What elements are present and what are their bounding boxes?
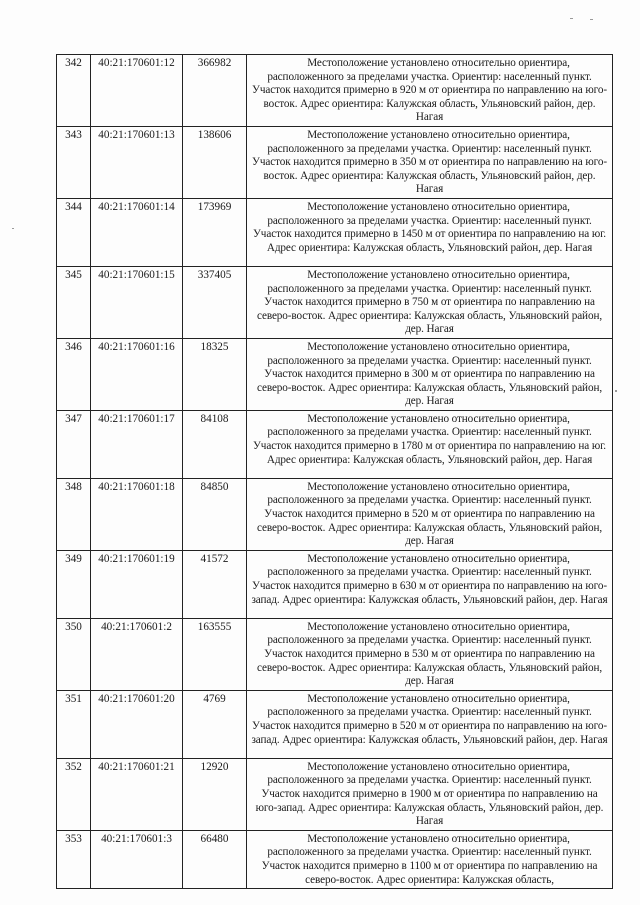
location-description: Местоположение установлено относительно ориентира, расположенного за пределами участка. Ориентир: населенный пункт. Участок находится примерно в 1450 м от ориентира по направлению на юг. Адрес ориентира: Калужская область, Ульяновский район, дер. Нагая xyxy=(247,198,613,266)
location-description: Местоположение установлено относительно ориентира, расположенного за пределами участка. Ориентир: населенный пункт. Участок находится примерно в 630 м от ориентира по направлению на юго-запад. Адрес ориентира: Калужская область, Ульяновский район, дер. Нагая xyxy=(247,550,613,618)
scan-speck xyxy=(12,228,14,229)
location-description: Местоположение установлено относительно ориентира, расположенного за пределами участка. Ориентир: населенный пункт. Участок находится примерно в 520 м от ориентира по направлению на северо-восток. Адрес ориентира: Калужская область, Ульяновский район, дер. Нагая xyxy=(247,478,613,550)
location-description: Местоположение установлено относительно ориентира, расположенного за пределами участка. Ориентир: населенный пункт. Участок находится примерно в 520 м от ориентира по направлению на юго-запад. Адрес ориентира: Калужская область, Ульяновский район, дер. Нагая xyxy=(247,690,613,758)
row-number: 351 xyxy=(57,690,91,758)
plot-area: 173969 xyxy=(183,198,247,266)
location-description: Местоположение установлено относительно ориентира, расположенного за пределами участка. Ориентир: населенный пункт. Участок находится примерно в 300 м от ориентира по направлению на северо-восток. Адрес ориентира: Калужская область, Ульяновский район, дер. Нагая xyxy=(247,338,613,410)
row-number: 343 xyxy=(57,126,91,198)
location-description: Местоположение установлено относительно ориентира, расположенного за пределами участка. Ориентир: населенный пункт. Участок находится примерно в 1780 м от ориентира по направлению на юг. Адрес ориентира: Калужская область, Ульяновский район, дер. Нагая xyxy=(247,410,613,478)
row-number: 345 xyxy=(57,266,91,338)
plot-area: 41572 xyxy=(183,550,247,618)
scan-speck xyxy=(590,19,593,20)
table-row xyxy=(57,550,613,618)
cadastral-number: 40:21:170601:3 xyxy=(91,830,183,888)
table-row xyxy=(57,478,613,550)
row-number: 353 xyxy=(57,830,91,888)
cadastral-number: 40:21:170601:14 xyxy=(91,198,183,266)
row-number: 350 xyxy=(57,618,91,690)
table-row xyxy=(57,410,613,478)
scan-speck xyxy=(570,18,573,19)
location-description: Местоположение установлено относительно ориентира, расположенного за пределами участка. Ориентир: населенный пункт. Участок находится примерно в 920 м от ориентира по направлению на юго-восток. Адрес ориентира: Калужская область, Ульяновский район, дер. Нагая xyxy=(247,55,613,127)
table-row xyxy=(57,338,613,410)
cadastral-number: 40:21:170601:17 xyxy=(91,410,183,478)
plot-area: 84850 xyxy=(183,478,247,550)
table-row xyxy=(57,758,613,830)
plot-area: 163555 xyxy=(183,618,247,690)
table-row xyxy=(57,198,613,266)
land-plots-table xyxy=(56,54,613,889)
location-description: Местоположение установлено относительно ориентира, расположенного за пределами участка. Ориентир: населенный пункт. Участок находится примерно в 1100 м от ориентира по направлению на северо-восток. Адрес ориентира: Калужская область, xyxy=(247,830,613,888)
plot-area: 66480 xyxy=(183,830,247,888)
row-number: 342 xyxy=(57,55,91,127)
plot-area: 138606 xyxy=(183,126,247,198)
table-row xyxy=(57,126,613,198)
cadastral-number: 40:21:170601:16 xyxy=(91,338,183,410)
location-description: Местоположение установлено относительно ориентира, расположенного за пределами участка. Ориентир: населенный пункт. Участок находится примерно в 530 м от ориентира по направлению на северо-восток. Адрес ориентира: Калужская область, Ульяновский район, дер. Нагая xyxy=(247,618,613,690)
plot-area: 18325 xyxy=(183,338,247,410)
plot-area: 12920 xyxy=(183,758,247,830)
cadastral-number: 40:21:170601:19 xyxy=(91,550,183,618)
row-number: 349 xyxy=(57,550,91,618)
table-row xyxy=(57,690,613,758)
location-description: Местоположение установлено относительно ориентира, расположенного за пределами участка. Ориентир: населенный пункт. Участок находится примерно в 750 м от ориентира по направлению на северо-восток. Адрес ориентира: Калужская область, Ульяновский район, дер. Нагая xyxy=(247,266,613,338)
cadastral-number: 40:21:170601:13 xyxy=(91,126,183,198)
cadastral-number: 40:21:170601:18 xyxy=(91,478,183,550)
location-description: Местоположение установлено относительно ориентира, расположенного за пределами участка. Ориентир: населенный пункт. Участок находится примерно в 1900 м от ориентира по направлению на юго-запад. Адрес ориентира: Калужская область, Ульяновский район, дер. Нагая xyxy=(247,758,613,830)
cadastral-number: 40:21:170601:12 xyxy=(91,55,183,127)
location-description: Местоположение установлено относительно ориентира, расположенного за пределами участка. Ориентир: населенный пункт. Участок находится примерно в 350 м от ориентира по направлению на юго-восток. Адрес ориентира: Калужская область, Ульяновский район, дер. Нагая xyxy=(247,126,613,198)
scan-speck xyxy=(615,390,617,392)
plot-area: 4769 xyxy=(183,690,247,758)
plot-area: 366982 xyxy=(183,55,247,127)
row-number: 347 xyxy=(57,410,91,478)
cadastral-number: 40:21:170601:21 xyxy=(91,758,183,830)
row-number: 344 xyxy=(57,198,91,266)
cadastral-number: 40:21:170601:2 xyxy=(91,618,183,690)
row-number: 352 xyxy=(57,758,91,830)
table-row xyxy=(57,618,613,690)
cadastral-number: 40:21:170601:15 xyxy=(91,266,183,338)
row-number: 346 xyxy=(57,338,91,410)
table-row xyxy=(57,266,613,338)
plot-area: 337405 xyxy=(183,266,247,338)
plot-area: 84108 xyxy=(183,410,247,478)
row-number: 348 xyxy=(57,478,91,550)
cadastral-number: 40:21:170601:20 xyxy=(91,690,183,758)
table-row xyxy=(57,830,613,888)
table-row xyxy=(57,55,613,127)
